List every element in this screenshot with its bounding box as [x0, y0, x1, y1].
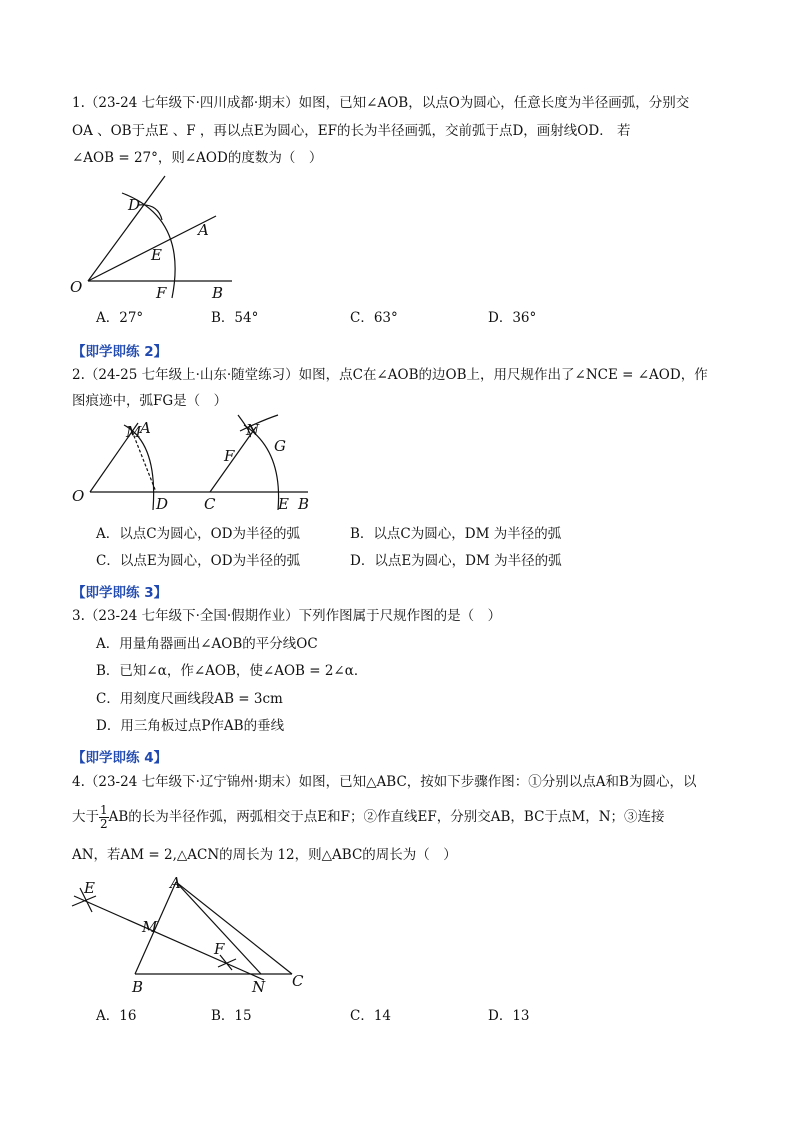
q2-line1: 2.（24-25 七年级上·山东·随堂练习）如图，点C在∠AOB的边OB上，用尺规作出了∠NCE = ∠AOD，作	[72, 367, 708, 383]
q1-figure	[60, 168, 260, 303]
q2-option-b[interactable]: B．以点C为圆心，DM 为半径的弧	[350, 526, 562, 542]
heading-practice-4: 【即学即练 4】	[72, 750, 168, 766]
q1-label-D: D	[128, 196, 141, 214]
q3-option-a[interactable]: A．用量角器画出∠AOB的平分线OC	[96, 636, 318, 652]
q1-label-B: B	[212, 284, 224, 302]
q4-label-E: E	[84, 879, 95, 897]
q2-option-a[interactable]: A．以点C为圆心，OD为半径的弧	[96, 526, 300, 542]
q2-label-N: N	[246, 421, 260, 439]
q2-label-A: A	[140, 419, 151, 437]
q2-label-B: B	[298, 495, 310, 513]
q1-option-a[interactable]: A．27°	[96, 310, 144, 326]
q4-frac-num: 1	[100, 803, 108, 817]
q3-line1: 3.（23-24 七年级下·全国·假期作业）下列作图属于尺规作图的是（ ）	[72, 608, 502, 624]
q2-label-E: E	[278, 495, 289, 513]
q4-option-c[interactable]: C．14	[350, 1008, 392, 1024]
q1-option-c[interactable]: C．63°	[350, 310, 398, 326]
q4-line3: AN，若AM = 2,△ACN的周长为 12，则△ABC的周长为（ ）	[72, 847, 457, 863]
q1-label-A: A	[198, 221, 209, 239]
q1-line1: 1.（23-24 七年级下·四川成都·期末）如图，已知∠AOB，以点O为圆心，任意长度为半径画弧，分别交	[72, 95, 690, 111]
q4-line2	[72, 802, 665, 832]
q2-label-M: M	[126, 423, 142, 441]
q2-line2: 图痕迹中，弧FG是（ ）	[72, 393, 228, 409]
q1-option-b[interactable]: B．54°	[211, 310, 259, 326]
q2-label-C: C	[204, 495, 216, 513]
q2-label-O: O	[72, 487, 85, 505]
q2-label-F: F	[224, 447, 235, 465]
q3-option-c[interactable]: C．用刻度尺画线段AB = 3cm	[96, 691, 283, 707]
q2-label-G: G	[274, 437, 286, 455]
q3-option-d[interactable]: D．用三角板过点P作AB的垂线	[96, 718, 285, 734]
q4-label-A: A	[170, 874, 181, 892]
q4-line1: 4.（23-24 七年级下·辽宁锦州·期末）如图，已知△ABC，按如下步骤作图：①分别以点A和B为圆心，以	[72, 774, 697, 790]
q1-line2: OA 、OB于点E 、F ，再以点E为圆心，EF的长为半径画弧，交前弧于点D，画射线OD． 若	[72, 123, 631, 139]
q4-fraction	[99, 804, 109, 831]
q4-option-d[interactable]: D．13	[488, 1008, 530, 1024]
q4-label-N: N	[252, 978, 266, 996]
q1-option-d[interactable]: D．36°	[488, 310, 537, 326]
q1-line3: ∠AOB = 27°，则∠AOD的度数为（ ）	[72, 150, 323, 166]
q4-label-M: M	[142, 918, 158, 936]
q2-option-d[interactable]: D．以点E为圆心，DM 为半径的弧	[350, 553, 562, 569]
q2-figure	[68, 415, 328, 515]
q3-option-b[interactable]: B．已知∠α，作∠AOB，使∠AOB = 2∠α．	[96, 663, 368, 679]
q4-label-C: C	[292, 972, 304, 990]
q1-label-O: O	[70, 278, 83, 296]
q4-figure	[62, 868, 332, 1003]
heading-practice-3: 【即学即练 3】	[72, 585, 168, 601]
q4-frac-den: 2	[100, 817, 108, 831]
q1-label-E: E	[151, 246, 162, 264]
q4-option-b[interactable]: B．15	[211, 1008, 252, 1024]
q4-line2-post: AB的长为半径作弧，两弧相交于点E和F；②作直线EF，分别交AB，BC于点M，N；③连接	[108, 809, 665, 825]
q4-option-a[interactable]: A．16	[96, 1008, 137, 1024]
q4-label-B: B	[132, 978, 144, 996]
q4-line2-pre: 大于	[72, 809, 99, 825]
q2-label-D: D	[156, 495, 169, 513]
q4-label-F: F	[214, 940, 225, 958]
q2-option-c[interactable]: C．以点E为圆心，OD为半径的弧	[96, 553, 301, 569]
q1-label-F: F	[156, 284, 167, 302]
heading-practice-2: 【即学即练 2】	[72, 344, 168, 360]
